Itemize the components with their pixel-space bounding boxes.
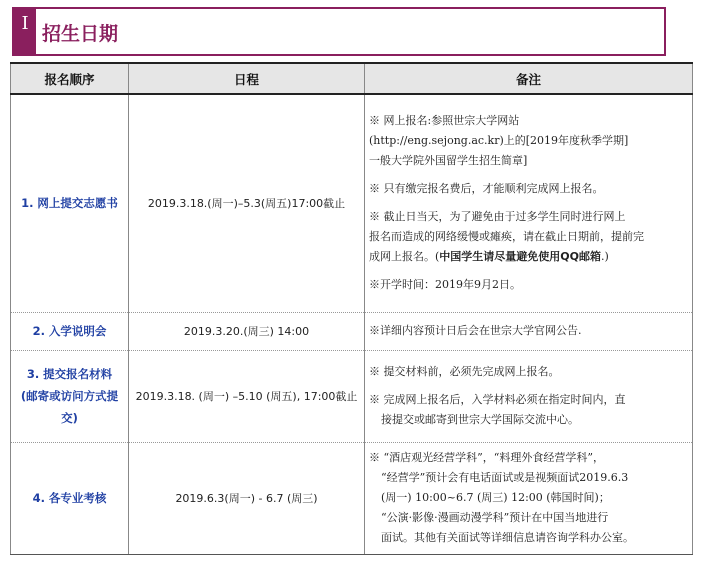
header-schedule: 日程 [129,63,365,94]
note-line: ※开学时间：2019年9月2日。 [369,278,521,292]
step-submit-documents [11,350,129,442]
table-row [11,442,693,554]
note-line: 报名而造成的网络缓慢或瘫痪，请在截止日期前，提前完 [369,230,644,244]
note-text: 成网上报名。( [369,250,440,264]
qq-warning: 中国学生请尽量避免使用QQ邮箱 [439,250,601,264]
note-line: 面试。其他有关面试等详细信息请咨询学科办公室。 [381,531,634,544]
notes-major-assessment [365,442,693,554]
table-header-row [11,63,693,94]
note-line: ※ 只有缴完报名费后，才能顺利完成网上报名。 [369,182,604,196]
note-line: ※ 完成网上报名后，入学材料必须在指定时间内，直 [369,393,626,406]
notes-submit-documents [365,350,693,442]
date-online-application: 2019.3.18.(周一)–5.3(周五)17:00截止 [129,94,365,312]
section-title: 招生日期 [42,23,119,45]
notes-info-session [365,312,693,350]
step-line: (邮寄或访问方式提 [20,389,119,403]
note-line: ※详细内容预计日后会在世宗大学官网公告. [369,324,582,337]
step-online-application: 1. 网上提交志愿书 [11,94,129,312]
note-line: ※ 提交材料前，必须先完成网上报名。 [369,365,560,378]
notes-online-application [365,94,693,312]
step-line: 交) [61,411,78,425]
note-line: (周一) 10:00~6.7 (周三) 12:00 (韩国时间)； [381,491,610,504]
header-order: 报名顺序 [11,63,129,94]
note-line [369,247,686,267]
section-numeral: I [14,9,36,54]
note-line: 接提交或邮寄到世宗大学国际交流中心。 [381,413,579,426]
step-major-assessment: 4. 各专业考核 [11,442,129,554]
note-line: “经营学”预计会有电话面试或是视频面试2019.6.3 [381,471,629,484]
note-line: (http://eng.sejong.ac.kr)上的[2019年度秋季学期] [369,134,629,148]
date-major-assessment: 2019.6.3(周一) - 6.7 (周三) [129,442,365,554]
note-line: “公演·影像·漫画动漫学科”预计在中国当地进行 [381,511,609,524]
note-text: .) [601,250,609,264]
note-line: ※ 网上报名:参照世宗大学网站 [369,114,520,128]
admission-schedule-table [10,62,693,555]
note-line: ※ 截止日当天，为了避免由于过多学生同时进行网上 [369,210,626,224]
date-info-session: 2019.3.20.(周三) 14:00 [129,312,365,350]
table-row [11,312,693,350]
step-info-session: 2. 入学说明会 [11,312,129,350]
note-line: 一般大学院外国留学生招生简章] [369,154,528,168]
date-submit-documents: 2019.3.18. (周一) –5.10 (周五), 17:00截止 [129,350,365,442]
step-line: 3. 提交报名材料 [26,367,113,381]
section-header [12,7,666,56]
header-notes: 备注 [365,63,693,94]
table-row [11,350,693,442]
table-row [11,94,693,312]
note-line: ※ “酒店观光经营学科”，“料理外食经营学科”， [369,451,604,464]
